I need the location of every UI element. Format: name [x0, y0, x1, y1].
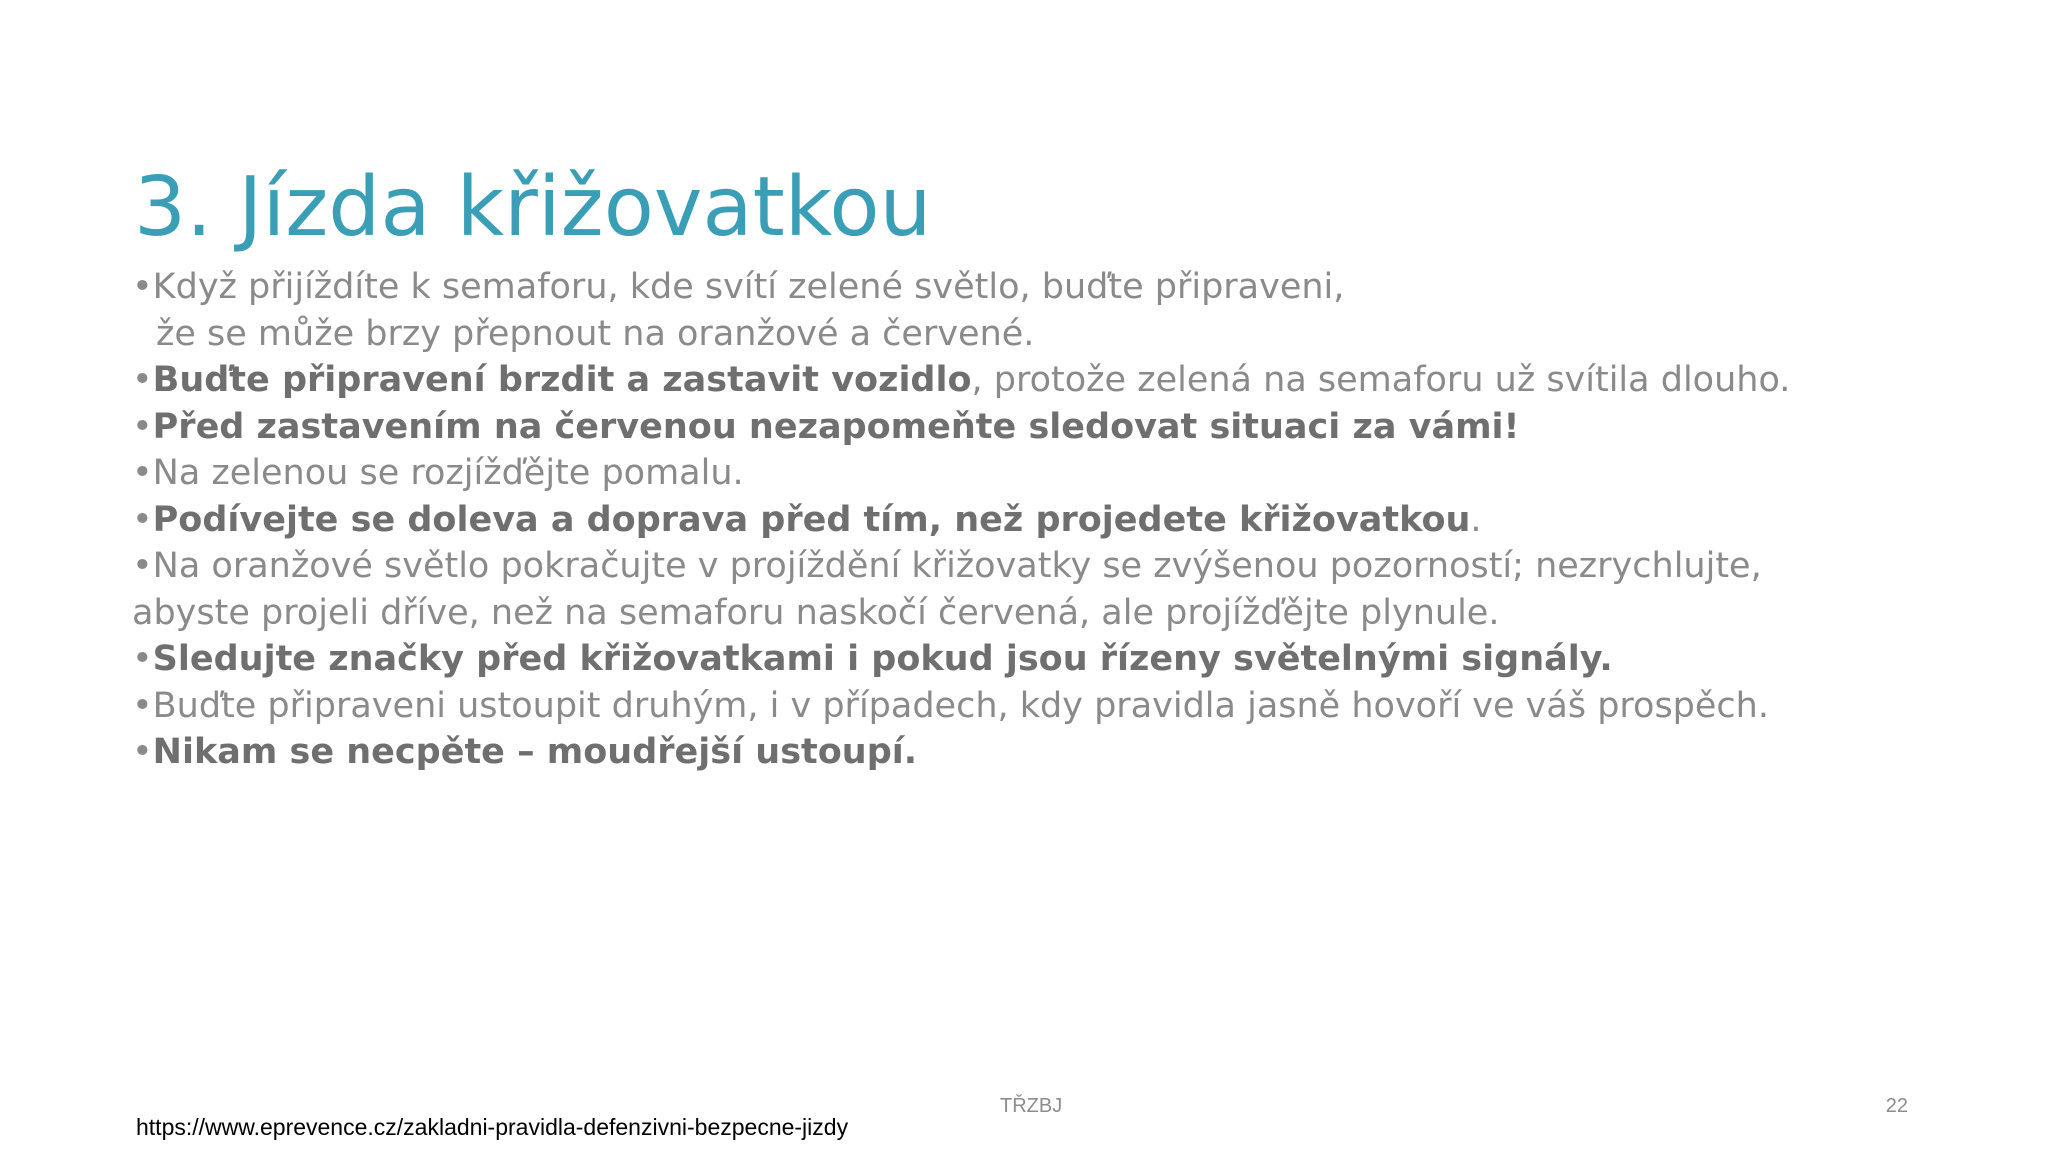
body-text: •Buďte připraveni ustoupit druhým, i v případech, kdy pravidla jasně hovoří ve váš prospěch. [132, 685, 1769, 726]
emphasis-text: Buďte připravení brzdit a zastavit vozidlo [152, 360, 972, 400]
body-text: • [132, 499, 153, 540]
body-text: • [132, 406, 153, 447]
slide-title: 3. Jízda křižovatkou [134, 160, 932, 255]
page-number: 22 [1885, 1095, 1908, 1117]
body-line [132, 264, 1992, 311]
body-line [132, 543, 1992, 590]
body-line [132, 450, 1992, 497]
emphasis-text: Nikam se necpěte – moudřejší ustoupí. [152, 732, 918, 772]
body-text: abyste projeli dříve, než na semaforu naskočí červená, ale projížďějte plynule. [132, 592, 1500, 633]
body-line [132, 590, 1992, 637]
slide-body [132, 264, 1992, 776]
body-line [132, 404, 1992, 451]
emphasis-text: Před zastavením na červenou nezapomeňte sledovat situaci za vámi! [152, 406, 1520, 447]
body-line [132, 497, 1992, 544]
body-text: že se může brzy přepnout na oranžové a červené. [156, 313, 1035, 354]
source-url: https://www.eprevence.cz/zakladni-pravidla-defenzivni-bezpecne-jizdy [136, 1114, 849, 1140]
body-text: •Na zelenou se rozjížďějte pomalu. [132, 453, 744, 493]
body-line [132, 729, 1992, 776]
body-text: • [132, 732, 153, 772]
footer-text: TŘZBJ [1000, 1095, 1063, 1117]
body-line [132, 357, 1992, 404]
body-text: • [132, 360, 153, 400]
body-text: , protože zelená na semaforu už svítila dlouho. [971, 360, 1791, 400]
body-line [132, 683, 1992, 730]
emphasis-text: Podívejte se doleva a doprava před tím, než projedete křižovatkou [152, 499, 1471, 540]
emphasis-text: Sledujte značky před křižovatkami i pokud jsou řízeny světelnými signály. [152, 639, 1613, 679]
body-text: •Na oranžové světlo pokračujte v projíždění křižovatky se zvýšenou pozorností; nezrychlujte, [132, 546, 1762, 586]
body-text: • [132, 639, 153, 679]
body-text: •Když přijíždíte k semaforu, kde svítí zelené světlo, buďte připraveni, [132, 267, 1345, 307]
body-line [132, 311, 1992, 358]
body-line [132, 636, 1992, 683]
body-text: . [1470, 499, 1482, 540]
